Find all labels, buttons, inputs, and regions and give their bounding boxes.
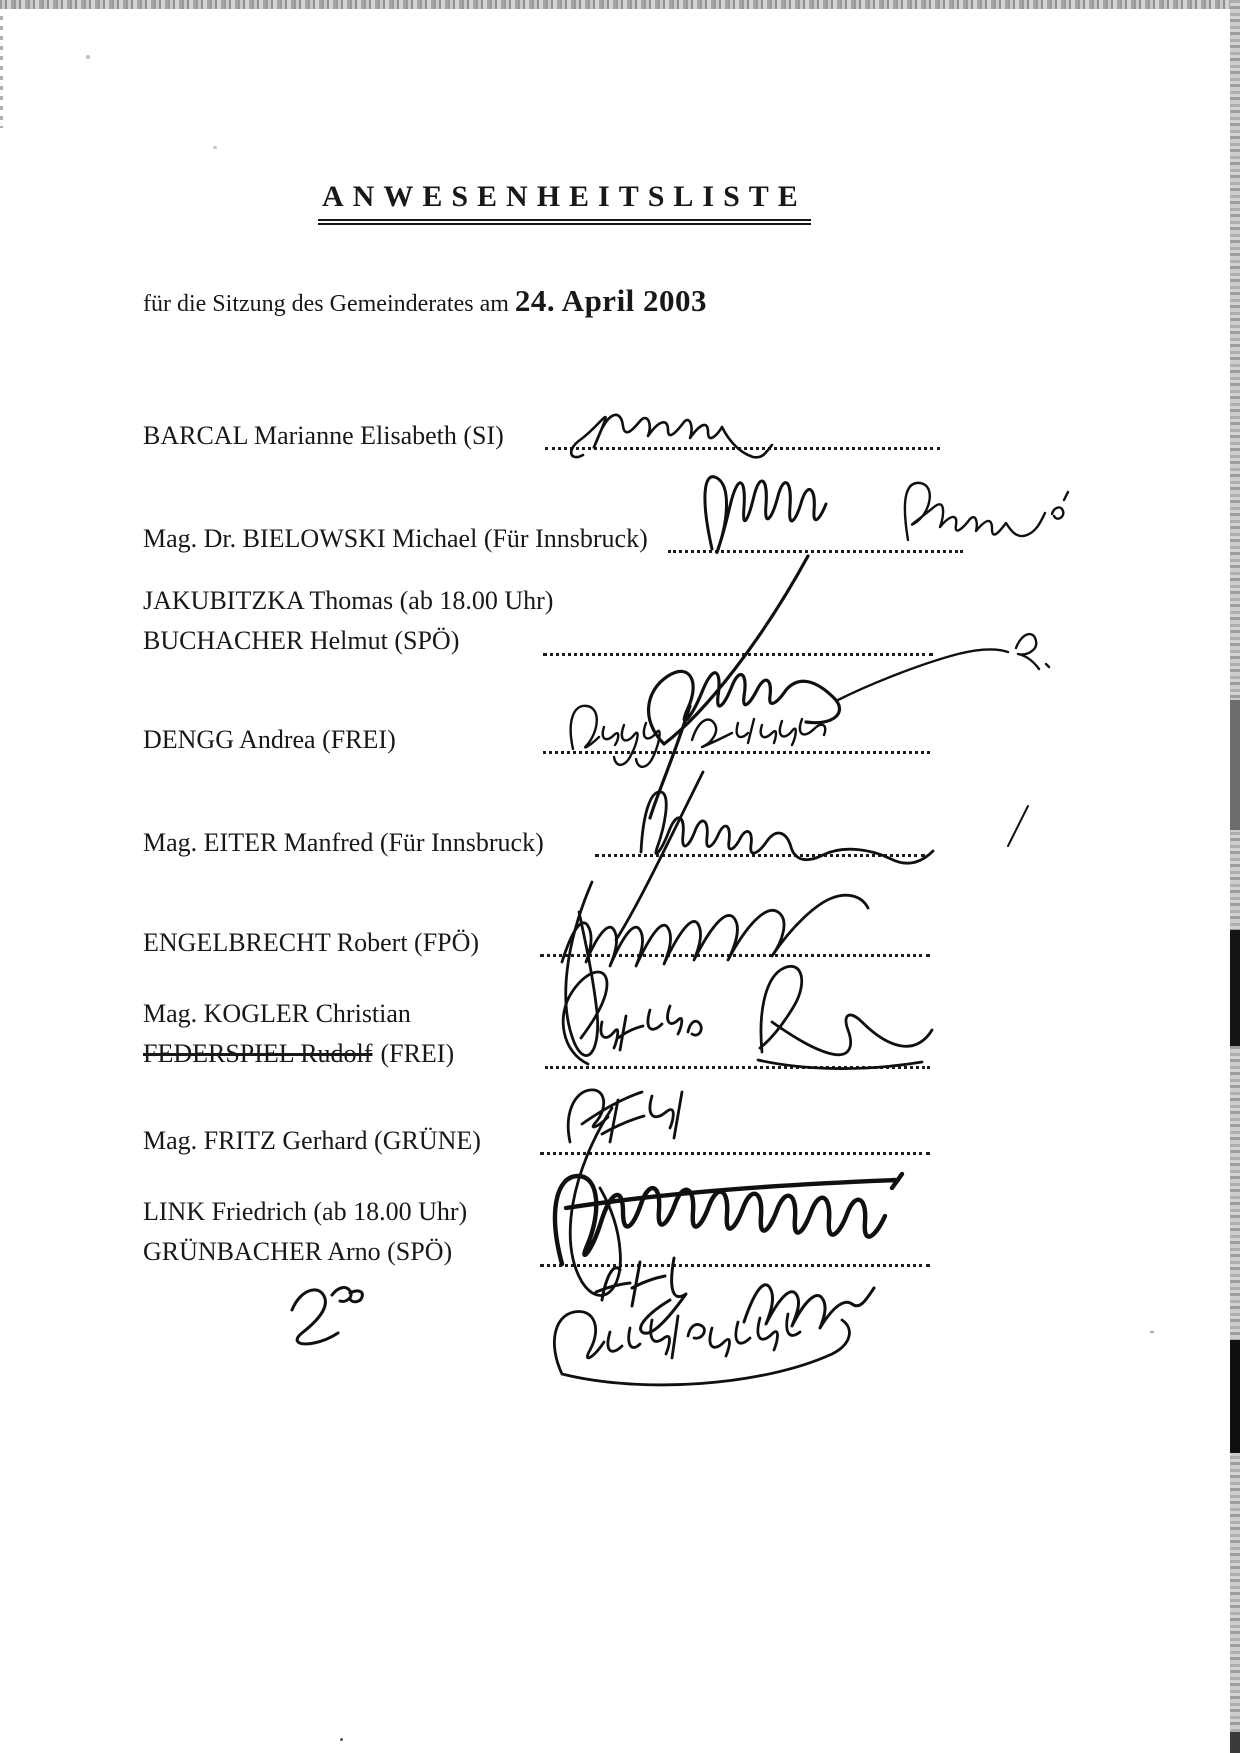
attendee-row xyxy=(143,416,504,456)
name-text: Mag. EITER Manfred (Für Innsbruck) xyxy=(143,828,544,857)
scan-mark-right-3 xyxy=(1230,1340,1240,1453)
attendee-name xyxy=(143,823,544,863)
attendee-name xyxy=(143,416,504,456)
attendee-row xyxy=(143,581,553,661)
scan-mark-right-4 xyxy=(1230,1732,1240,1753)
signature-line xyxy=(540,1264,930,1267)
signature-barcal-handwriting xyxy=(571,415,772,457)
subtitle-prefix: für die Sitzung des Gemeinderates am xyxy=(143,291,515,317)
scan-noise-right-edge xyxy=(1230,0,1240,1753)
attendee-row xyxy=(143,720,396,760)
signature-line xyxy=(595,854,925,857)
signature-jakubitzka-buchacher-handwriting xyxy=(649,556,1049,818)
signature-bielowski-handwriting xyxy=(705,477,1068,553)
attendee-row xyxy=(143,1192,467,1272)
meeting-date: 24. April 2003 xyxy=(514,283,708,318)
scan-mark-right-2 xyxy=(1230,930,1240,1046)
signature-line xyxy=(668,550,963,553)
signature-line xyxy=(543,751,930,754)
margin-note-handwriting xyxy=(292,1288,362,1344)
name-text: DENGG Andrea (FREI) xyxy=(143,725,396,754)
attendee-name xyxy=(143,1192,467,1232)
signature-line xyxy=(540,1152,930,1155)
attendee-name xyxy=(143,994,454,1034)
signature-gruenbacher-link-handwriting xyxy=(554,1174,902,1385)
name-text: Mag. FRITZ Gerhard (GRÜNE) xyxy=(143,1126,481,1155)
name-text: ENGELBRECHT Robert (FPÖ) xyxy=(143,928,480,957)
struck-name: FEDERSPIEL Rudolf xyxy=(143,1039,373,1068)
attendee-row xyxy=(143,823,544,863)
attendee-name xyxy=(143,519,648,559)
scan-speck xyxy=(340,1738,343,1741)
name-text: Mag. KOGLER Christian xyxy=(143,999,411,1028)
attendee-row xyxy=(143,1121,481,1161)
attendee-row xyxy=(143,923,479,963)
name-text: GRÜNBACHER Arno (SPÖ) xyxy=(143,1237,453,1266)
attendee-name xyxy=(143,923,479,963)
attendee-row xyxy=(143,994,454,1074)
page-title: ANWESENHEITSLISTE xyxy=(318,180,811,225)
signature-engelbrecht-handwriting xyxy=(562,882,868,1056)
name-text: BARCAL Marianne Elisabeth (SI) xyxy=(143,421,504,450)
scan-speck xyxy=(213,146,217,149)
signature-line xyxy=(540,954,930,957)
scan-mark-right-1 xyxy=(1230,700,1240,830)
attendee-name xyxy=(143,621,553,661)
scan-speck xyxy=(86,55,90,59)
signature-kogler-handwriting xyxy=(563,966,932,1068)
scan-mark-left-dashes xyxy=(0,16,3,128)
attendee-row xyxy=(143,519,648,559)
attendee-name xyxy=(143,1232,467,1272)
attendee-name xyxy=(143,581,553,621)
scan-noise-top-edge xyxy=(0,0,1240,9)
name-text: JAKUBITZKA Thomas (ab 18.00 Uhr) xyxy=(143,586,554,615)
name-text: Mag. Dr. BIELOWSKI Michael (Für Innsbruck) xyxy=(143,524,648,553)
signature-dengg-handwriting xyxy=(571,706,826,767)
name-text: LINK Friedrich (ab 18.00 Uhr) xyxy=(143,1197,468,1226)
name-text: BUCHACHER Helmut (SPÖ) xyxy=(143,626,460,655)
name-text: (FREI) xyxy=(380,1039,455,1068)
signature-line xyxy=(543,653,933,656)
signature-line xyxy=(545,1066,930,1069)
attendee-name xyxy=(143,720,396,760)
subtitle xyxy=(143,283,707,319)
signature-line xyxy=(545,447,940,450)
attendee-name xyxy=(143,1034,454,1074)
attendee-name xyxy=(143,1121,481,1161)
scan-speck xyxy=(1150,1331,1154,1333)
